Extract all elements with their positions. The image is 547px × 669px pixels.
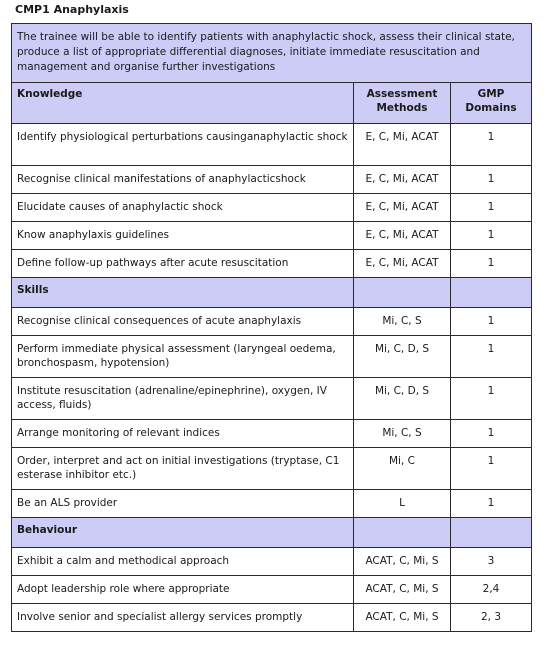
gmp-domains: 1: [451, 166, 532, 194]
gmp-domains: 3: [451, 548, 532, 576]
assessment-methods: E, C, Mi, ACAT: [354, 250, 451, 278]
table-row: [12, 576, 532, 604]
competency-text: Perform immediate physical assessment (laryngeal oedema, bronchospasm, hypotension): [12, 336, 354, 378]
section-label: Behaviour: [12, 518, 354, 548]
assessment-methods: Mi, C, S: [354, 308, 451, 336]
section-title: CMP1 Anaphylaxis: [15, 3, 129, 16]
header-methods-line1: Assessment: [366, 88, 438, 100]
table-row: [12, 448, 532, 490]
gmp-domains: 2, 3: [451, 604, 532, 632]
gmp-domains: 1: [451, 420, 532, 448]
competency-text: Be an ALS provider: [12, 490, 354, 518]
assessment-methods: L: [354, 490, 451, 518]
competency-text: Elucidate causes of anaphylactic shock: [12, 194, 354, 222]
gmp-domains: 1: [451, 250, 532, 278]
table-row: [12, 490, 532, 518]
header-assessment-methods: [354, 83, 451, 124]
header-domains-line2: Domains: [465, 102, 517, 114]
table-row: [12, 378, 532, 420]
gmp-domains: 1: [451, 308, 532, 336]
section-empty-cell: [354, 518, 451, 548]
gmp-domains: 1: [451, 336, 532, 378]
gmp-domains: 1: [451, 222, 532, 250]
assessment-methods: Mi, C, D, S: [354, 336, 451, 378]
assessment-methods: ACAT, C, Mi, S: [354, 576, 451, 604]
section-empty-cell: [451, 518, 532, 548]
table-row: [12, 166, 532, 194]
assessment-methods: ACAT, C, Mi, S: [354, 604, 451, 632]
section-empty-cell: [354, 278, 451, 308]
assessment-methods: ACAT, C, Mi, S: [354, 548, 451, 576]
gmp-domains: 1: [451, 124, 532, 166]
competency-text: Arrange monitoring of relevant indices: [12, 420, 354, 448]
header-methods-line2: Methods: [376, 102, 428, 114]
competency-text: Order, interpret and act on initial investigations (tryptase, C1 esterase inhibitor etc.): [12, 448, 354, 490]
assessment-methods: E, C, Mi, ACAT: [354, 124, 451, 166]
competency-text: Exhibit a calm and methodical approach: [12, 548, 354, 576]
table-row: [12, 194, 532, 222]
competency-text: Adopt leadership role where appropriate: [12, 576, 354, 604]
competency-text: Define follow-up pathways after acute resuscitation: [12, 250, 354, 278]
competency-text: Know anaphylaxis guidelines: [12, 222, 354, 250]
table-row: [12, 336, 532, 378]
intro-row: [12, 24, 532, 83]
competency-text: Recognise clinical manifestations of anaphylacticshock: [12, 166, 354, 194]
gmp-domains: 2,4: [451, 576, 532, 604]
assessment-methods: E, C, Mi, ACAT: [354, 166, 451, 194]
gmp-domains: 1: [451, 194, 532, 222]
assessment-methods: E, C, Mi, ACAT: [354, 194, 451, 222]
competency-text: Identify physiological perturbations causinganaphylactic shock: [12, 124, 354, 166]
gmp-domains: 1: [451, 490, 532, 518]
gmp-domains: 1: [451, 448, 532, 490]
curriculum-table: [11, 23, 532, 632]
assessment-methods: Mi, C, D, S: [354, 378, 451, 420]
assessment-methods: Mi, C: [354, 448, 451, 490]
section-label: Skills: [12, 278, 354, 308]
header-knowledge: Knowledge: [12, 83, 354, 124]
competency-text: Recognise clinical consequences of acute anaphylaxis: [12, 308, 354, 336]
section-header-row: [12, 278, 532, 308]
header-gmp-domains: [451, 83, 532, 124]
table-row: [12, 308, 532, 336]
section-empty-cell: [451, 278, 532, 308]
header-row: [12, 83, 532, 124]
gmp-domains: 1: [451, 378, 532, 420]
table-row: [12, 420, 532, 448]
table-row: [12, 222, 532, 250]
table-row: [12, 124, 532, 166]
assessment-methods: E, C, Mi, ACAT: [354, 222, 451, 250]
competency-text: Involve senior and specialist allergy services promptly: [12, 604, 354, 632]
section-header-row: [12, 518, 532, 548]
intro-text: The trainee will be able to identify patients with anaphylactic shock, assess their clinical state, produce a list of appropriate differential diagnoses, initiate immediate resuscitation and management and organise further investigations: [12, 24, 532, 83]
table-row: [12, 604, 532, 632]
table-row: [12, 548, 532, 576]
assessment-methods: Mi, C, S: [354, 420, 451, 448]
competency-text: Institute resuscitation (adrenaline/epinephrine), oxygen, IV access, fluids): [12, 378, 354, 420]
header-domains-line1: GMP: [477, 88, 505, 100]
table-row: [12, 250, 532, 278]
